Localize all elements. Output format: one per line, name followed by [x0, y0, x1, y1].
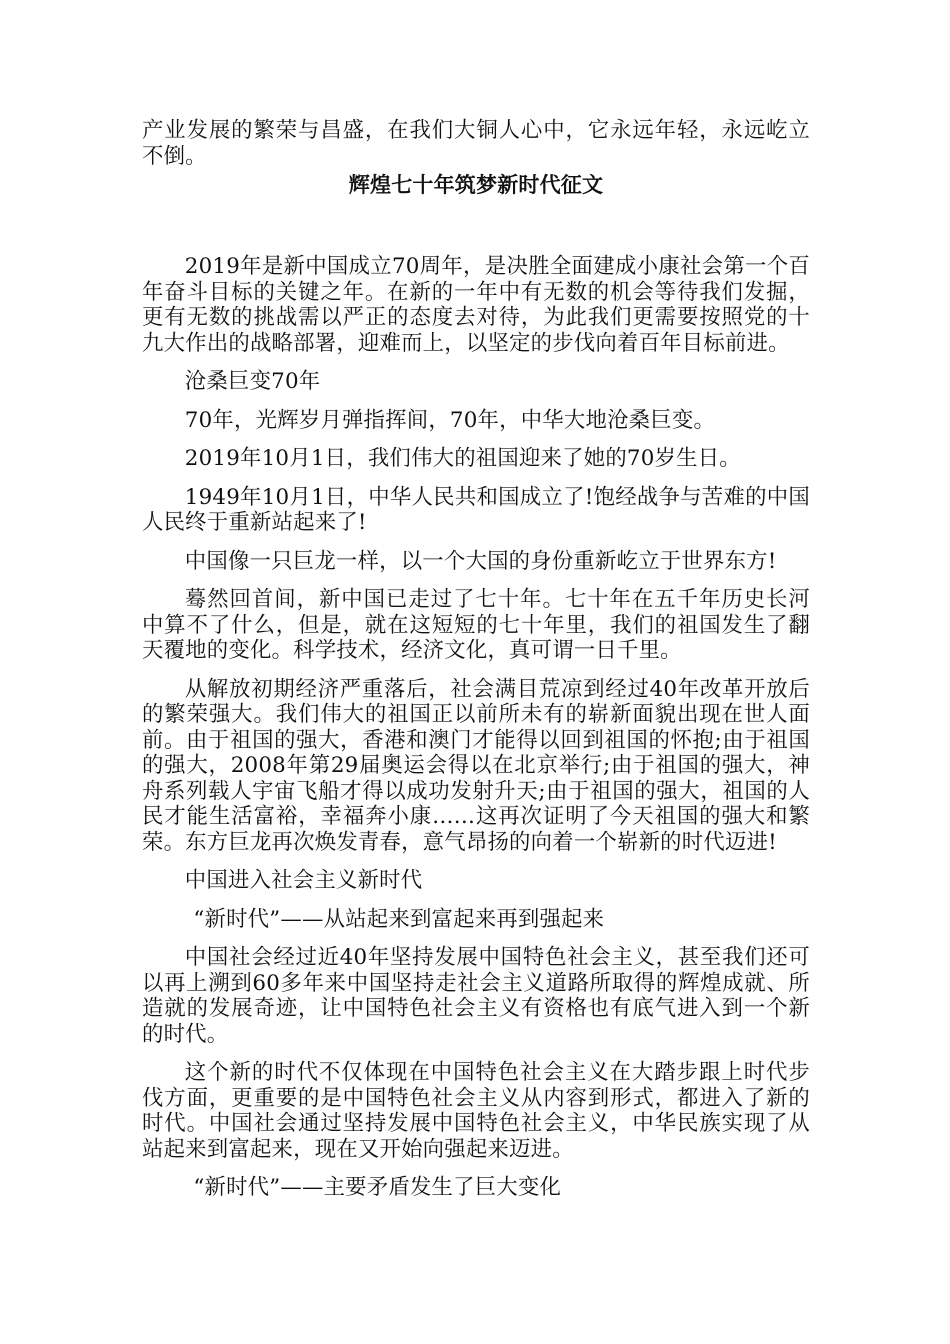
paragraph: 蓦然回首间，新中国已走过了七十年。七十年在五千年历史长河中算不了什么，但是，就在这短短的七十年里，我们的祖国发生了翻天覆地的变化。科学技术，经济文化，真可谓一日千里。: [142, 587, 810, 663]
section-heading-70-years: 沧桑巨变70年: [184, 369, 321, 394]
essay-title: 辉煌七十年筑梦新时代征文: [348, 173, 604, 197]
paragraph: 从解放初期经济严重落后，社会满目荒凉到经过40年改革开放后的繁荣强大。我们伟大的祖国正以前所未有的崭新面貌出现在世人面前。由于祖国的强大，香港和澳门才能得以回到祖国的怀抱;由于祖国的强大，2008年第29届奥运会得以在北京举行;由于祖国的强大，神舟系列载人宇宙飞船才得以成功发射升天;由于祖国的强大，祖国的人民才能生活富裕，幸福奔小康……这再次证明了今天祖国的强大和繁荣。东方巨龙再次焕发青春，意气昂扬的向着一个崭新的时代迈进!: [142, 676, 810, 855]
paragraph: 2019年10月1日，我们伟大的祖国迎来了她的70岁生日。: [184, 446, 741, 471]
paragraph: 这个新的时代不仅体现在中国特色社会主义在大踏步跟上时代步伐方面，更重要的是中国特色社会主义从内容到形式，都进入了新的时代。中国社会通过坚持发展中国特色社会主义，中华民族实现了从站起来到富起来，现在又开始向强起来迈进。: [142, 1060, 810, 1162]
lead-fragment: 产业发展的繁荣与昌盛，在我们大铜人心中，它永远年轻，永远屹立不倒。: [142, 118, 810, 169]
paragraph: 1949年10月1日，中华人民共和国成立了!饱经战争与苦难的中国人民终于重新站起来了!: [142, 484, 810, 535]
section-heading-new-era: 中国进入社会主义新时代: [184, 868, 423, 893]
document-page: [142, 118, 810, 1214]
subheading-new-era-contradiction: “新时代”——主要矛盾发生了巨大变化: [193, 1175, 562, 1200]
paragraph-intro: 2019年是新中国成立70周年，是决胜全面建成小康社会第一个百年奋斗目标的关键之年。在新的一年中有无数的机会等待我们发掘，更有无数的挑战需以严正的态度去对待，为此我们更需要按照党的十九大作出的战略部署，迎难而上，以坚定的步伐向着百年目标前进。: [142, 254, 810, 356]
paragraph: 中国社会经过近40年坚持发展中国特色社会主义，甚至我们还可以再上溯到60多年来中国坚持走社会主义道路所取得的辉煌成就、所造就的发展奇迹，让中国特色社会主义有资格也有底气进入到一个新的时代。: [142, 945, 810, 1047]
paragraph: 70年，光辉岁月弹指挥间，70年，中华大地沧桑巨变。: [184, 407, 716, 433]
subheading-new-era-rise: “新时代”——从站起来到富起来再到强起来: [193, 906, 605, 932]
paragraph: 中国像一只巨龙一样，以一个大国的身份重新屹立于世界东方!: [184, 548, 777, 574]
